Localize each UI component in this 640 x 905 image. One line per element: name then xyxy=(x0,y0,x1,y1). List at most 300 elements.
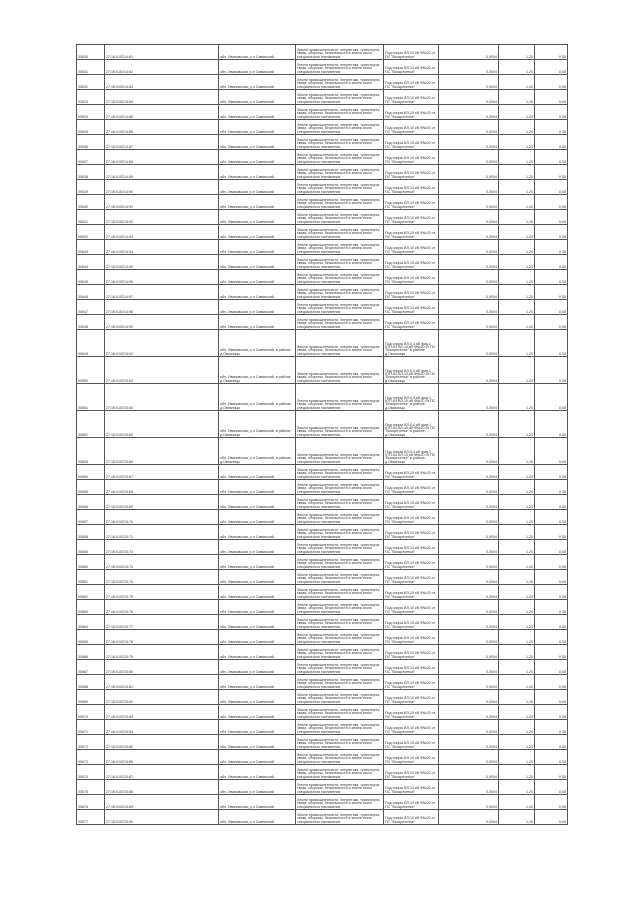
cadastral-number-cell: 27:16:010215:84 xyxy=(105,720,219,735)
land-category-cell: Земли промышленности, энергетики, транспорта, связи, обороны, безопасности и земли иного специального назначения xyxy=(296,570,384,585)
permitted-use-cell: Под опоры ВЛ-10 кВ Ф№20 от ПС "Воскресенье" xyxy=(384,735,439,750)
area-cell: 0,0004 xyxy=(439,438,499,465)
record-number-cell: 00643 xyxy=(77,240,105,255)
table-row xyxy=(77,600,568,615)
cadastral-number-cell: 27:16:010214:86 xyxy=(105,120,219,135)
land-category-cell: Земли промышленности, энергетики, транспорта, связи, обороны, безопасности и земли иного специального назначения xyxy=(296,810,384,825)
coefficient-cell: 1,20 xyxy=(499,180,535,195)
cadastral-value-cell: 0,05 xyxy=(535,705,568,720)
land-category-cell: Земли промышленности, энергетики, транспорта, связи, обороны, безопасности и земли иного специального назначения xyxy=(296,90,384,105)
table-row xyxy=(77,735,568,750)
permitted-use-cell: Под опоры ВЛ-10 кВ Ф№20 от ПС "Воскресенье" xyxy=(384,810,439,825)
cadastral-value-cell: 0,05 xyxy=(535,675,568,690)
cadastral-value-cell: 0,05 xyxy=(535,135,568,150)
table-row xyxy=(77,540,568,555)
cadastral-number-cell: 27:16:010215:80 xyxy=(105,660,219,675)
area-cell: 0,0004 xyxy=(439,384,499,411)
address-cell: обл. Ивановская, р-н Савинский xyxy=(219,120,296,135)
area-cell: 0,0004 xyxy=(439,45,499,60)
record-number-cell: 00641 xyxy=(77,210,105,225)
address-cell: обл. Ивановская, р-н Савинский xyxy=(219,45,296,60)
record-number-cell: 00645 xyxy=(77,270,105,285)
permitted-use-cell: Под опоры ВЛ-10 кВ Ф№20 от ПС "Воскресенье" xyxy=(384,225,439,240)
area-cell: 0,0004 xyxy=(439,300,499,315)
cadastral-value-cell: 0,05 xyxy=(535,225,568,240)
land-category-cell: Земли промышленности, энергетики, транспорта, связи, обороны, безопасности и земли иного специального назначения xyxy=(296,705,384,720)
area-cell: 0,0004 xyxy=(439,120,499,135)
land-category-cell: Земли промышленности, энергетики, транспорта, связи, обороны, безопасности и земли иного специального назначения xyxy=(296,735,384,750)
record-number-cell: 00651 xyxy=(77,384,105,411)
permitted-use-cell: Под опоры ВЛ-10 кВ Ф№20 от ПС "Воскресенье" xyxy=(384,585,439,600)
address-cell: обл. Ивановская, р-н Савинский, в районе д.Овсяницы xyxy=(219,357,296,384)
land-category-cell: Земли промышленности, энергетики, транспорта, связи, обороны, безопасности и земли иного специального назначения xyxy=(296,765,384,780)
cadastral-number-cell: 27:16:010214:88 xyxy=(105,150,219,165)
cadastral-number-cell: 27:16:010215:90 xyxy=(105,810,219,825)
area-cell: 0,0004 xyxy=(439,135,499,150)
area-cell: 0,0004 xyxy=(439,270,499,285)
record-number-cell: 00644 xyxy=(77,255,105,270)
cadastral-value-cell: 0,05 xyxy=(535,555,568,570)
cadastral-number-cell: 27:16:010214:93 xyxy=(105,225,219,240)
address-cell: обл. Ивановская, р-н Савинский xyxy=(219,750,296,765)
record-number-cell: 00670 xyxy=(77,705,105,720)
area-cell: 0,0004 xyxy=(439,255,499,270)
permitted-use-cell: Под опоры ВЛ-10 кВ Ф№20 от ПС "Воскресенье" xyxy=(384,750,439,765)
cadastral-number-cell: 27:16:010214:87 xyxy=(105,135,219,150)
coefficient-cell: 1,20 xyxy=(499,675,535,690)
cadastral-number-cell: 27:16:010214:92 xyxy=(105,210,219,225)
cadastral-value-cell: 0,05 xyxy=(535,645,568,660)
address-cell: обл. Ивановская, р-н Савинский xyxy=(219,675,296,690)
address-cell: обл. Ивановская, р-н Савинский xyxy=(219,510,296,525)
cadastral-number-cell: 27:16:010214:81 xyxy=(105,45,219,60)
address-cell: обл. Ивановская, р-н Савинский xyxy=(219,555,296,570)
cadastral-value-cell: 0,05 xyxy=(535,45,568,60)
permitted-use-cell: Под опоры ВЛ-10 кВ Ф№20 от ПС "Воскресенье" xyxy=(384,795,439,810)
address-cell: обл. Ивановская, р-н Савинский xyxy=(219,720,296,735)
permitted-use-cell: Под опоры ВЛ-10 кВ Ф№20 от ПС "Воскресенье" xyxy=(384,300,439,315)
area-cell: 0,0004 xyxy=(439,105,499,120)
record-number-cell: 00662 xyxy=(77,585,105,600)
coefficient-cell: 1,20 xyxy=(499,60,535,75)
address-cell: обл. Ивановская, р-н Савинский xyxy=(219,630,296,645)
permitted-use-cell: Под опоры ВЛ-10 кВ Ф№20 от ПС "Воскресенье" xyxy=(384,600,439,615)
area-cell: 0,0004 xyxy=(439,780,499,795)
area-cell: 0,0004 xyxy=(439,615,499,630)
permitted-use-cell: Под опоры ВЛ-10 кВ Ф№20 от ПС "Воскресенье" xyxy=(384,645,439,660)
area-cell: 0,0004 xyxy=(439,195,499,210)
coefficient-cell: 1,20 xyxy=(499,600,535,615)
record-number-cell: 00635 xyxy=(77,120,105,135)
record-number-cell: 00674 xyxy=(77,765,105,780)
address-cell: обл. Ивановская, р-н Савинский xyxy=(219,90,296,105)
address-cell: обл. Ивановская, р-н Савинский xyxy=(219,225,296,240)
address-cell: обл. Ивановская, р-н Савинский, в районе д.Овсяницы xyxy=(219,411,296,438)
record-number-cell: 00633 xyxy=(77,90,105,105)
coefficient-cell: 1,20 xyxy=(499,720,535,735)
coefficient-cell: 1,20 xyxy=(499,438,535,465)
record-number-cell: 00637 xyxy=(77,150,105,165)
coefficient-cell: 1,20 xyxy=(499,384,535,411)
coefficient-cell: 1,20 xyxy=(499,315,535,330)
permitted-use-cell: Под опоры ВЛ-10 кВ Ф№20 от ПС "Воскресенье" xyxy=(384,630,439,645)
table-row xyxy=(77,270,568,285)
land-category-cell: Земли промышленности, энергетики, транспорта, связи, обороны, безопасности и земли иного специального назначения xyxy=(296,357,384,384)
cadastral-number-cell: 27:16:010215:79 xyxy=(105,645,219,660)
table-row xyxy=(77,795,568,810)
cadastral-value-cell: 0,05 xyxy=(535,165,568,180)
cadastral-value-cell: 0,05 xyxy=(535,411,568,438)
table-row xyxy=(77,480,568,495)
permitted-use-cell: Под опоры ВЛ-0,4 кВ фид.1 КТП-63 ВЛ-10 кВ Ф№20 от ПС "Воскресенье" в районе д.Овсяницы xyxy=(384,438,439,465)
permitted-use-cell: Под опоры ВЛ-10 кВ Ф№20 от ПС "Воскресенье" xyxy=(384,120,439,135)
area-cell: 0,0004 xyxy=(439,690,499,705)
permitted-use-cell: Под опоры ВЛ-10 кВ Ф№20 от ПС "Воскресенье" xyxy=(384,75,439,90)
area-cell: 0,0004 xyxy=(439,285,499,300)
coefficient-cell: 1,20 xyxy=(499,45,535,60)
permitted-use-cell: Под опоры ВЛ-10 кВ Ф№20 от ПС "Воскресенье" xyxy=(384,150,439,165)
cadastral-number-cell: 27:16:010215:69 xyxy=(105,495,219,510)
land-category-cell: Земли промышленности, энергетики, транспорта, связи, обороны, безопасности и земли иного специального назначения xyxy=(296,210,384,225)
address-cell: обл. Ивановская, р-н Савинский xyxy=(219,150,296,165)
land-category-cell: Земли промышленности, энергетики, транспорта, связи, обороны, безопасности и земли иного специального назначения xyxy=(296,330,384,357)
cadastral-number-cell: 27:16:010215:70 xyxy=(105,510,219,525)
cadastral-number-cell: 27:16:010214:91 xyxy=(105,195,219,210)
coefficient-cell: 1,20 xyxy=(499,780,535,795)
record-number-cell: 00667 xyxy=(77,660,105,675)
address-cell: обл. Ивановская, р-н Савинский xyxy=(219,255,296,270)
address-cell: обл. Ивановская, р-н Савинский xyxy=(219,240,296,255)
permitted-use-cell: Под опоры ВЛ-10 кВ Ф№20 от ПС "Воскресенье" xyxy=(384,195,439,210)
permitted-use-cell: Под опоры ВЛ-10 кВ Ф№20 от ПС "Воскресенье" xyxy=(384,165,439,180)
table-row xyxy=(77,720,568,735)
coefficient-cell: 1,20 xyxy=(499,270,535,285)
cadastral-value-cell: 0,05 xyxy=(535,690,568,705)
land-category-cell: Земли промышленности, энергетики, транспорта, связи, обороны, безопасности и земли иного специального назначения xyxy=(296,165,384,180)
cadastral-value-cell: 0,05 xyxy=(535,525,568,540)
land-plots-table xyxy=(76,44,568,825)
land-category-cell: Земли промышленности, энергетики, транспорта, связи, обороны, безопасности и земли иного специального назначения xyxy=(296,75,384,90)
table-row xyxy=(77,705,568,720)
coefficient-cell: 1,20 xyxy=(499,120,535,135)
record-number-cell: 00660 xyxy=(77,555,105,570)
table-row xyxy=(77,645,568,660)
cadastral-number-cell: 27:16:010215:78 xyxy=(105,630,219,645)
permitted-use-cell: Под опоры ВЛ-10 кВ Ф№20 от ПС "Воскресенье" xyxy=(384,180,439,195)
coefficient-cell: 1,20 xyxy=(499,555,535,570)
table-row xyxy=(77,240,568,255)
permitted-use-cell: Под опоры ВЛ-10 кВ Ф№20 от ПС "Воскресенье" xyxy=(384,45,439,60)
land-category-cell: Земли промышленности, энергетики, транспорта, связи, обороны, безопасности и земли иного специального назначения xyxy=(296,690,384,705)
cadastral-value-cell: 0,05 xyxy=(535,384,568,411)
permitted-use-cell: Под опоры ВЛ-10 кВ Ф№20 от ПС "Воскресенье" xyxy=(384,720,439,735)
record-number-cell: 00652 xyxy=(77,411,105,438)
table-row xyxy=(77,750,568,765)
permitted-use-cell: Под опоры ВЛ-10 кВ Ф№20 от ПС "Воскресенье" xyxy=(384,660,439,675)
land-category-cell: Земли промышленности, энергетики, транспорта, связи, обороны, безопасности и земли иного специального назначения xyxy=(296,795,384,810)
permitted-use-cell: Под опоры ВЛ-10 кВ Ф№20 от ПС "Воскресенье" xyxy=(384,780,439,795)
land-category-cell: Земли промышленности, энергетики, транспорта, связи, обороны, безопасности и земли иного специального назначения xyxy=(296,480,384,495)
land-category-cell: Земли промышленности, энергетики, транспорта, связи, обороны, безопасности и земли иного специального назначения xyxy=(296,180,384,195)
table-row xyxy=(77,195,568,210)
cadastral-value-cell: 0,05 xyxy=(535,240,568,255)
area-cell: 0,0004 xyxy=(439,165,499,180)
address-cell: обл. Ивановская, р-н Савинский xyxy=(219,165,296,180)
permitted-use-cell: Под опоры ВЛ-10 кВ Ф№20 от ПС "Воскресенье" xyxy=(384,765,439,780)
cadastral-number-cell: 27:16:010214:84 xyxy=(105,90,219,105)
coefficient-cell: 1,20 xyxy=(499,480,535,495)
record-number-cell: 00638 xyxy=(77,165,105,180)
permitted-use-cell: Под опоры ВЛ-10 кВ Ф№20 от ПС "Воскресенье" xyxy=(384,495,439,510)
record-number-cell: 00676 xyxy=(77,795,105,810)
cadastral-value-cell: 0,05 xyxy=(535,255,568,270)
permitted-use-cell: Под опоры ВЛ-10 кВ Ф№20 от ПС "Воскресенье" xyxy=(384,255,439,270)
area-cell: 0,0004 xyxy=(439,675,499,690)
table-row xyxy=(77,225,568,240)
address-cell: обл. Ивановская, р-н Савинский, в районе д.Овсяницы xyxy=(219,438,296,465)
coefficient-cell: 1,20 xyxy=(499,765,535,780)
permitted-use-cell: Под опоры ВЛ-10 кВ Ф№20 от ПС "Воскресенье" xyxy=(384,705,439,720)
cadastral-value-cell: 0,05 xyxy=(535,465,568,480)
coefficient-cell: 1,20 xyxy=(499,225,535,240)
cadastral-value-cell: 0,05 xyxy=(535,495,568,510)
land-category-cell: Земли промышленности, энергетики, транспорта, связи, обороны, безопасности и земли иного специального назначения xyxy=(296,675,384,690)
land-category-cell: Земли промышленности, энергетики, транспорта, связи, обороны, безопасности и земли иного специального назначения xyxy=(296,225,384,240)
coefficient-cell: 1,20 xyxy=(499,135,535,150)
permitted-use-cell: Под опоры ВЛ-10 кВ Ф№20 от ПС "Воскресенье" xyxy=(384,555,439,570)
area-cell: 0,0004 xyxy=(439,705,499,720)
land-category-cell: Земли промышленности, энергетики, транспорта, связи, обороны, безопасности и земли иного специального назначения xyxy=(296,615,384,630)
area-cell: 0,0004 xyxy=(439,795,499,810)
cadastral-value-cell: 0,05 xyxy=(535,510,568,525)
record-number-cell: 00666 xyxy=(77,645,105,660)
cadastral-number-cell: 27:16:010215:62 xyxy=(105,330,219,357)
cadastral-value-cell: 0,05 xyxy=(535,615,568,630)
cadastral-number-cell: 27:16:010215:71 xyxy=(105,525,219,540)
area-cell: 0,0004 xyxy=(439,510,499,525)
cadastral-value-cell: 0,05 xyxy=(535,285,568,300)
coefficient-cell: 1,20 xyxy=(499,750,535,765)
cadastral-value-cell: 0,05 xyxy=(535,540,568,555)
address-cell: обл. Ивановская, р-н Савинский xyxy=(219,615,296,630)
coefficient-cell: 1,20 xyxy=(499,300,535,315)
cadastral-number-cell: 27:16:010214:89 xyxy=(105,165,219,180)
land-category-cell: Земли промышленности, энергетики, транспорта, связи, обороны, безопасности и земли иного специального назначения xyxy=(296,285,384,300)
record-number-cell: 00675 xyxy=(77,780,105,795)
cadastral-value-cell: 0,05 xyxy=(535,735,568,750)
address-cell: обл. Ивановская, р-н Савинский xyxy=(219,705,296,720)
cadastral-number-cell: 27:16:010214:99 xyxy=(105,315,219,330)
address-cell: обл. Ивановская, р-н Савинский xyxy=(219,735,296,750)
cadastral-number-cell: 27:16:010214:85 xyxy=(105,105,219,120)
area-cell: 0,0004 xyxy=(439,90,499,105)
cadastral-number-cell: 27:16:010215:81 xyxy=(105,675,219,690)
address-cell: обл. Ивановская, р-н Савинский xyxy=(219,75,296,90)
coefficient-cell: 1,20 xyxy=(499,660,535,675)
table-row xyxy=(77,510,568,525)
record-number-cell: 00653 xyxy=(77,438,105,465)
land-category-cell: Земли промышленности, энергетики, транспорта, связи, обороны, безопасности и земли иного специального назначения xyxy=(296,660,384,675)
permitted-use-cell: Под опоры ВЛ-10 кВ Ф№20 от ПС "Воскресенье" xyxy=(384,210,439,225)
permitted-use-cell: Под опоры ВЛ-10 кВ Ф№20 от ПС "Воскресенье" xyxy=(384,285,439,300)
land-category-cell: Земли промышленности, энергетики, транспорта, связи, обороны, безопасности и земли иного специального назначения xyxy=(296,270,384,285)
land-category-cell: Земли промышленности, энергетики, транспорта, связи, обороны, безопасности и земли иного специального назначения xyxy=(296,300,384,315)
cadastral-number-cell: 27:16:010214:95 xyxy=(105,255,219,270)
record-number-cell: 00630 xyxy=(77,45,105,60)
table-row xyxy=(77,411,568,438)
cadastral-value-cell: 0,05 xyxy=(535,660,568,675)
coefficient-cell: 1,20 xyxy=(499,570,535,585)
record-number-cell: 00661 xyxy=(77,570,105,585)
coefficient-cell: 1,20 xyxy=(499,105,535,120)
area-cell: 0,0004 xyxy=(439,570,499,585)
land-category-cell: Земли промышленности, энергетики, транспорта, связи, обороны, безопасности и земли иного специального назначения xyxy=(296,240,384,255)
area-cell: 0,0004 xyxy=(439,765,499,780)
record-number-cell: 00665 xyxy=(77,630,105,645)
table-row xyxy=(77,135,568,150)
record-number-cell: 00646 xyxy=(77,285,105,300)
address-cell: обл. Ивановская, р-н Савинский xyxy=(219,465,296,480)
record-number-cell: 00634 xyxy=(77,105,105,120)
address-cell: обл. Ивановская, р-н Савинский xyxy=(219,585,296,600)
record-number-cell: 00657 xyxy=(77,510,105,525)
permitted-use-cell: Под опоры ВЛ-0,4 кВ фид.1 КТП-63 ВЛ-10 кВ Ф№20 от ПС "Воскресенье" в районе д.Овсяницы xyxy=(384,357,439,384)
area-cell: 0,0004 xyxy=(439,465,499,480)
permitted-use-cell: Под опоры ВЛ-0,4 кВ фид.1 КТП-63 ВЛ-10 кВ Ф№20 от ПС "Воскресенье" в районе д.Овсяницы xyxy=(384,384,439,411)
address-cell: обл. Ивановская, р-н Савинский xyxy=(219,480,296,495)
table-row xyxy=(77,495,568,510)
permitted-use-cell: Под опоры ВЛ-10 кВ Ф№20 от ПС "Воскресенье" xyxy=(384,510,439,525)
cadastral-value-cell: 0,05 xyxy=(535,780,568,795)
area-cell: 0,0004 xyxy=(439,357,499,384)
cadastral-number-cell: 27:16:010215:86 xyxy=(105,750,219,765)
address-cell: обл. Ивановская, р-н Савинский xyxy=(219,210,296,225)
cadastral-value-cell: 0,05 xyxy=(535,480,568,495)
coefficient-cell: 1,20 xyxy=(499,615,535,630)
table-row xyxy=(77,330,568,357)
permitted-use-cell: Под опоры ВЛ-10 кВ Ф№20 от ПС "Воскресенье" xyxy=(384,135,439,150)
coefficient-cell: 1,20 xyxy=(499,630,535,645)
record-number-cell: 00655 xyxy=(77,480,105,495)
cadastral-number-cell: 27:16:010215:72 xyxy=(105,540,219,555)
table-row xyxy=(77,525,568,540)
table-row xyxy=(77,690,568,705)
area-cell: 0,0004 xyxy=(439,210,499,225)
land-category-cell: Земли промышленности, энергетики, транспорта, связи, обороны, безопасности и земли иного специального назначения xyxy=(296,150,384,165)
area-cell: 0,0004 xyxy=(439,411,499,438)
coefficient-cell: 1,20 xyxy=(499,255,535,270)
area-cell: 0,0004 xyxy=(439,540,499,555)
land-category-cell: Земли промышленности, энергетики, транспорта, связи, обороны, безопасности и земли иного специального назначения xyxy=(296,630,384,645)
record-number-cell: 00664 xyxy=(77,615,105,630)
record-number-cell: 00658 xyxy=(77,525,105,540)
cadastral-number-cell: 27:16:010215:83 xyxy=(105,705,219,720)
permitted-use-cell: Под опоры ВЛ-10 кВ Ф№20 от ПС "Воскресенье" xyxy=(384,60,439,75)
permitted-use-cell: Под опоры ВЛ-10 кВ Ф№20 от ПС "Воскресенье" xyxy=(384,480,439,495)
table-row xyxy=(77,255,568,270)
permitted-use-cell: Под опоры ВЛ-10 кВ Ф№20 от ПС "Воскресенье" xyxy=(384,315,439,330)
address-cell: обл. Ивановская, р-н Савинский xyxy=(219,810,296,825)
coefficient-cell: 1,20 xyxy=(499,210,535,225)
permitted-use-cell: Под опоры ВЛ-10 кВ Ф№20 от ПС "Воскресенье" xyxy=(384,90,439,105)
cadastral-number-cell: 27:16:010215:77 xyxy=(105,615,219,630)
land-category-cell: Земли промышленности, энергетики, транспорта, связи, обороны, безопасности и земли иного специального назначения xyxy=(296,195,384,210)
area-cell: 0,0004 xyxy=(439,240,499,255)
land-category-cell: Земли промышленности, энергетики, транспорта, связи, обороны, безопасности и земли иного специального назначения xyxy=(296,45,384,60)
address-cell: обл. Ивановская, р-н Савинский xyxy=(219,540,296,555)
area-cell: 0,0004 xyxy=(439,60,499,75)
permitted-use-cell: Под опоры ВЛ-10 кВ Ф№20 от ПС "Воскресенье" xyxy=(384,270,439,285)
address-cell: обл. Ивановская, р-н Савинский xyxy=(219,270,296,285)
cadastral-value-cell: 0,05 xyxy=(535,570,568,585)
address-cell: обл. Ивановская, р-н Савинский xyxy=(219,690,296,705)
coefficient-cell: 1,20 xyxy=(499,357,535,384)
land-category-cell: Земли промышленности, энергетики, транспорта, связи, обороны, безопасности и земли иного специального назначения xyxy=(296,750,384,765)
record-number-cell: 00647 xyxy=(77,300,105,315)
cadastral-value-cell: 0,05 xyxy=(535,600,568,615)
coefficient-cell: 1,20 xyxy=(499,585,535,600)
address-cell: обл. Ивановская, р-н Савинский xyxy=(219,525,296,540)
address-cell: обл. Ивановская, р-н Савинский xyxy=(219,315,296,330)
table-row xyxy=(77,555,568,570)
table-row xyxy=(77,180,568,195)
area-cell: 0,0004 xyxy=(439,315,499,330)
permitted-use-cell: Под опоры ВЛ-10 кВ Ф№20 от ПС "Воскресенье" xyxy=(384,105,439,120)
cadastral-value-cell: 0,05 xyxy=(535,180,568,195)
cadastral-number-cell: 27:16:010215:74 xyxy=(105,570,219,585)
cadastral-value-cell: 0,05 xyxy=(535,195,568,210)
cadastral-value-cell: 0,05 xyxy=(535,270,568,285)
coefficient-cell: 1,20 xyxy=(499,90,535,105)
coefficient-cell: 1,20 xyxy=(499,240,535,255)
land-category-cell: Земли промышленности, энергетики, транспорта, связи, обороны, безопасности и земли иного специального назначения xyxy=(296,120,384,135)
coefficient-cell: 1,20 xyxy=(499,690,535,705)
land-category-cell: Земли промышленности, энергетики, транспорта, связи, обороны, безопасности и земли иного специального назначения xyxy=(296,555,384,570)
address-cell: обл. Ивановская, р-н Савинский xyxy=(219,645,296,660)
address-cell: обл. Ивановская, р-н Савинский xyxy=(219,105,296,120)
cadastral-number-cell: 27:16:010215:88 xyxy=(105,780,219,795)
record-number-cell: 00668 xyxy=(77,675,105,690)
permitted-use-cell: Под опоры ВЛ-0,4 кВ фид.1 КТП-63 ВЛ-10 кВ Ф№20 от ПС "Воскресенье" в районе д.Овсяницы xyxy=(384,330,439,357)
table-row xyxy=(77,465,568,480)
permitted-use-cell: Под опоры ВЛ-10 кВ Ф№20 от ПС "Воскресенье" xyxy=(384,525,439,540)
area-cell: 0,0004 xyxy=(439,645,499,660)
cadastral-value-cell: 0,05 xyxy=(535,210,568,225)
table-row xyxy=(77,105,568,120)
record-number-cell: 00642 xyxy=(77,225,105,240)
area-cell: 0,0004 xyxy=(439,735,499,750)
address-cell: обл. Ивановская, р-н Савинский xyxy=(219,495,296,510)
table-row xyxy=(77,630,568,645)
cadastral-number-cell: 27:16:010215:89 xyxy=(105,795,219,810)
area-cell: 0,0004 xyxy=(439,630,499,645)
area-cell: 0,0004 xyxy=(439,180,499,195)
cadastral-number-cell: 27:16:010214:96 xyxy=(105,270,219,285)
cadastral-number-cell: 27:16:010215:87 xyxy=(105,765,219,780)
record-number-cell: 00671 xyxy=(77,720,105,735)
address-cell: обл. Ивановская, р-н Савинский xyxy=(219,300,296,315)
address-cell: обл. Ивановская, р-н Савинский, в районе д.Овсяницы xyxy=(219,330,296,357)
record-number-cell: 00650 xyxy=(77,357,105,384)
address-cell: обл. Ивановская, р-н Савинский, в районе д.Овсяницы xyxy=(219,384,296,411)
area-cell: 0,0004 xyxy=(439,585,499,600)
area-cell: 0,0004 xyxy=(439,525,499,540)
table-row xyxy=(77,45,568,60)
cadastral-value-cell: 0,05 xyxy=(535,60,568,75)
cadastral-value-cell: 0,05 xyxy=(535,438,568,465)
cadastral-value-cell: 0,05 xyxy=(535,810,568,825)
permitted-use-cell: Под опоры ВЛ-0,4 кВ фид.1 КТП-63 ВЛ-10 кВ Ф№20 от ПС "Воскресенье" в районе д.Овсяницы xyxy=(384,411,439,438)
